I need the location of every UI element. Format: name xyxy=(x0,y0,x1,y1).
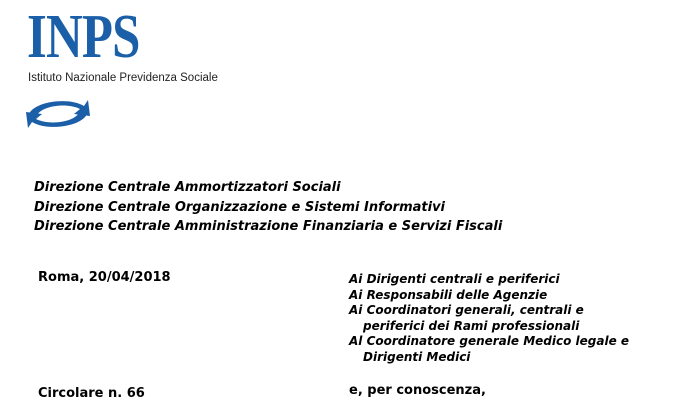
recipient-item xyxy=(349,272,629,288)
inps-logo xyxy=(22,3,262,136)
recipient-line: Ai Dirigenti centrali e periferici xyxy=(349,272,560,286)
logo-subtitle: Istituto Nazionale Previdenza Sociale xyxy=(28,72,218,84)
place-date: Roma, 20/04/2018 xyxy=(38,270,171,285)
recipient-line: Ai Coordinatori generali, centrali e xyxy=(349,303,584,317)
logo-wordmark: INPS xyxy=(27,3,140,71)
directions-block xyxy=(34,178,502,237)
logo-swirl-icon xyxy=(22,94,94,134)
recipient-line-continued: periferici dei Rami professionali xyxy=(363,318,580,333)
recipient-line: Al Coordinatore generale Medico legale e xyxy=(349,334,630,348)
recipient-item xyxy=(349,288,629,304)
recipient-line-continued: Dirigenti Medici xyxy=(363,349,471,364)
recipient-line: Ai Responsabili delle Agenzie xyxy=(349,287,548,302)
recipient-item xyxy=(349,334,629,365)
recipients-list xyxy=(349,272,629,365)
cc-line: e, per conoscenza, xyxy=(349,383,486,398)
circolare-number: Circolare n. 66 xyxy=(38,386,145,401)
direction-line: Direzione Centrale Ammortizzatori Sociali xyxy=(34,180,341,195)
recipient-item xyxy=(349,303,629,334)
direction-line: Direzione Centrale Amministrazione Finanziaria e Servizi Fiscali xyxy=(34,219,503,234)
direction-line: Direzione Centrale Organizzazione e Sistemi Informativi xyxy=(34,199,446,215)
